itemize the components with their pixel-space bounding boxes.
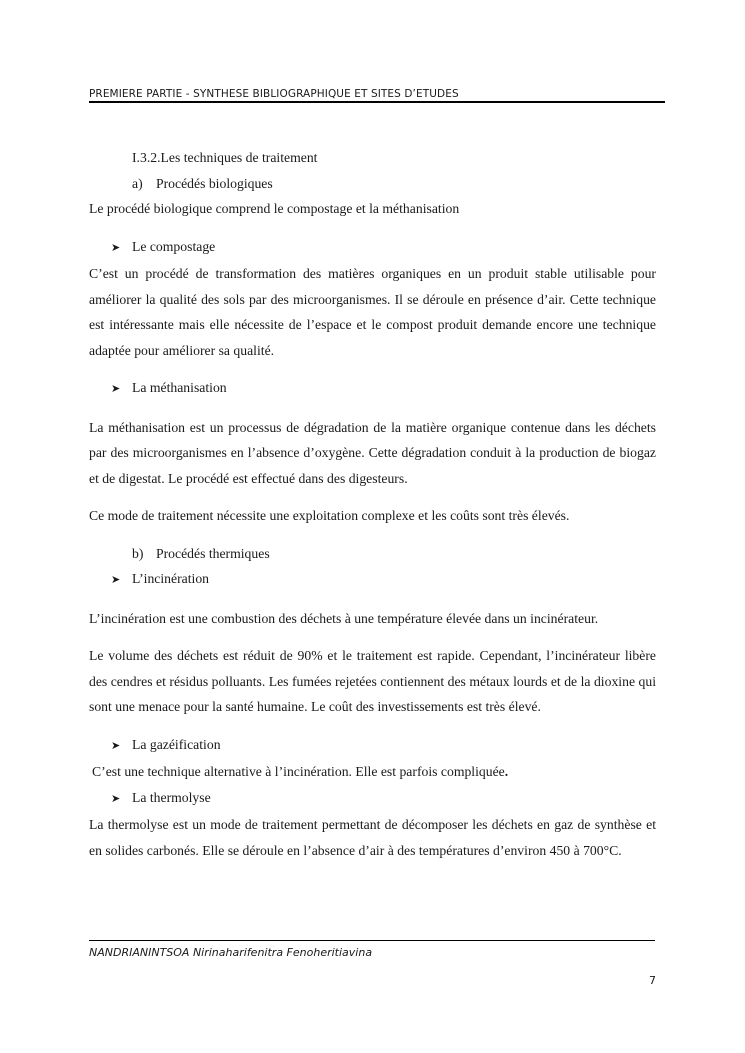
subsection-label: a) <box>132 175 143 191</box>
gazeification-text: C’est une technique alternative à l’incinération. Elle est parfois compliquée <box>92 764 505 779</box>
section-title: I.3.2.Les techniques de traitement <box>132 150 318 165</box>
arrow-bullet-icon: ➤ <box>111 739 121 752</box>
subsection-thermal <box>89 541 656 567</box>
page-header: PREMIERE PARTIE - SYNTHESE BIBLIOGRAPHIQUE ET SITES D’ETUDES <box>89 88 665 103</box>
bullet-title: La thermolyse <box>132 789 211 805</box>
arrow-bullet-icon: ➤ <box>111 241 121 254</box>
biological-intro: Le procédé biologique comprend le compostage et la méthanisation <box>89 201 460 216</box>
page-content <box>89 145 656 863</box>
subsection-title: Procédés thermiques <box>156 545 270 561</box>
bullet-incineration <box>89 566 656 594</box>
bullet-thermolyse <box>89 785 656 813</box>
bullet-methanisation <box>89 375 656 403</box>
page-number: 7 <box>649 974 656 987</box>
paragraph-methanisation-2: Ce mode de traitement nécessite une exploitation complexe et les coûts sont très élevés. <box>89 508 570 523</box>
footer-author: NANDRIANINTSOA Nirinaharifenitra Fenoheritiavina <box>89 940 655 959</box>
bullet-title: L’incinération <box>132 571 210 586</box>
paragraph-gazeification <box>89 759 656 785</box>
paragraph-compostage: C’est un procédé de transformation des matières organiques en un produit stable utilisable pour améliorer la qualité des sols par des microorganismes. Il se déroule en présence d’air. Cette technique est intéressante mais elle nécessite de l’espace et le compost produit demande encore une technique adaptée pour améliorer sa qualité. <box>89 266 656 358</box>
subsection-biological <box>89 171 656 197</box>
subsection-title: Procédés biologiques <box>156 175 273 191</box>
subsection-label: b) <box>132 545 144 561</box>
bullet-gazeification <box>89 732 656 760</box>
paragraph-incineration-2: Le volume des déchets est réduit de 90% et le traitement est rapide. Cependant, l’incinérateur libère des cendres et résidus polluants. Les fumées rejetées contiennent des métaux lourds et de la dioxine qui sont une menace pour la santé humaine. Le coût des investissements est très élevé. <box>89 648 656 714</box>
arrow-bullet-icon: ➤ <box>111 574 121 586</box>
paragraph-thermolyse: La thermolyse est un mode de traitement permettant de décomposer les déchets en gaz de synthèse et en solides carbonés. Elle se déroule en l’absence d’air à des températures d’environ 450 à 700°C. <box>89 817 656 858</box>
arrow-bullet-icon: ➤ <box>111 792 121 805</box>
paragraph-methanisation-1: La méthanisation est un processus de dégradation de la matière organique contenue dans les déchets par des microorganismes en l’absence d’oxygène. Cette dégradation conduit à la production de biogaz et de digestat. Le procédé est effectué dans des digesteurs. <box>89 419 656 486</box>
paragraph-incineration-1: L’incinération est une combustion des déchets à une température élevée dans un incinérateur. <box>89 610 599 626</box>
bullet-title: Le compostage <box>132 238 216 254</box>
arrow-bullet-icon: ➤ <box>111 383 121 395</box>
gazeification-end: . <box>504 764 509 779</box>
bullet-title: La méthanisation <box>132 380 227 395</box>
bullet-compostage <box>89 234 656 262</box>
bullet-title: La gazéification <box>132 736 221 752</box>
